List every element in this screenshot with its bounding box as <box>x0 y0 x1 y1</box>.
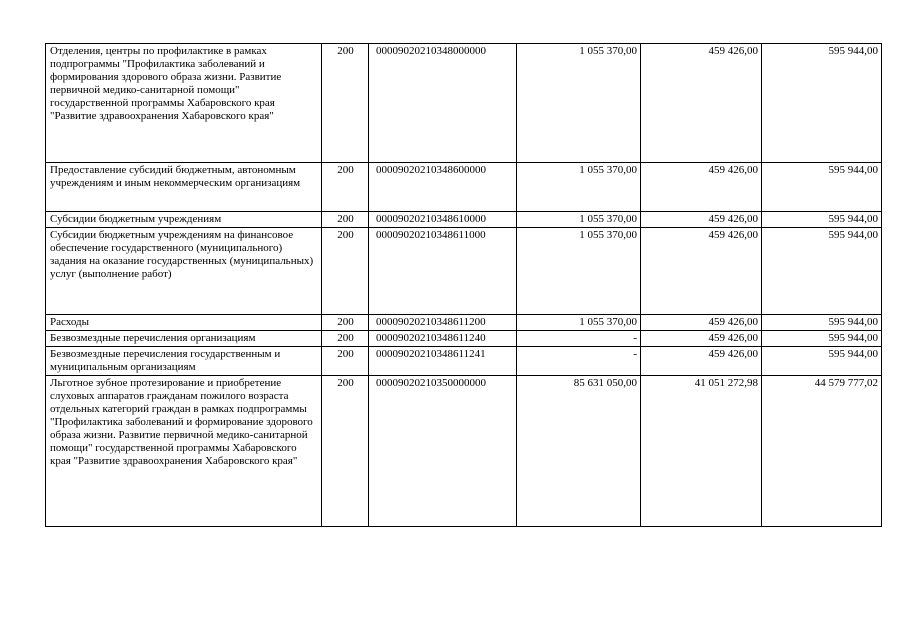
amount-2-cell: 459 426,00 <box>641 212 762 228</box>
code-cell: 200 <box>322 331 369 347</box>
amount-1-cell: 85 631 050,00 <box>517 376 641 527</box>
classification-code-cell: 00009020210348600000 <box>369 163 517 212</box>
code-cell: 200 <box>322 228 369 315</box>
code-cell: 200 <box>322 376 369 527</box>
table-row <box>46 315 882 331</box>
amount-1-cell: 1 055 370,00 <box>517 315 641 331</box>
amount-3-cell: 595 944,00 <box>762 44 882 163</box>
classification-code-cell: 00009020210348000000 <box>369 44 517 163</box>
expense-name-cell: Льготное зубное протезирование и приобретение слуховых аппаратов гражданам пожилого возраста отдельных категорий граждан в рамках подпрограммы "Профилактика заболеваний и формирование здорового образа жизни. Развитие первичной медико-санитарной помощи" государственной программы Хабаровского края "Развитие здравоохранения Хабаровского края" <box>46 376 322 527</box>
expense-name-cell: Субсидии бюджетным учреждениям <box>46 212 322 228</box>
table-body <box>46 44 882 527</box>
expense-name-cell: Отделения, центры по профилактике в рамках подпрограммы "Профилактика заболеваний и формирования здорового образа жизни. Развитие первичной медико-санитарной помощи" государственной программы Хабаровского края "Развитие здравоохранения Хабаровского края" <box>46 44 322 163</box>
amount-3-cell: 44 579 777,02 <box>762 376 882 527</box>
amount-3-cell: 595 944,00 <box>762 228 882 315</box>
amount-2-cell: 459 426,00 <box>641 163 762 212</box>
amount-1-cell: 1 055 370,00 <box>517 228 641 315</box>
table-row <box>46 347 882 376</box>
table-row <box>46 212 882 228</box>
amount-3-cell: 595 944,00 <box>762 331 882 347</box>
amount-2-cell: 459 426,00 <box>641 331 762 347</box>
amount-3-cell: 595 944,00 <box>762 163 882 212</box>
amount-2-cell: 459 426,00 <box>641 44 762 163</box>
code-cell: 200 <box>322 212 369 228</box>
classification-code-cell: 00009020210348610000 <box>369 212 517 228</box>
classification-code-cell: 00009020210348611000 <box>369 228 517 315</box>
amount-3-cell: 595 944,00 <box>762 347 882 376</box>
amount-2-cell: 459 426,00 <box>641 228 762 315</box>
amount-1-cell: 1 055 370,00 <box>517 44 641 163</box>
code-cell: 200 <box>322 347 369 376</box>
amount-3-cell: 595 944,00 <box>762 315 882 331</box>
code-cell: 200 <box>322 163 369 212</box>
amount-1-cell: 1 055 370,00 <box>517 212 641 228</box>
expense-name-cell: Расходы <box>46 315 322 331</box>
expense-name-cell: Безвозмездные перечисления государственным и муниципальным организациям <box>46 347 322 376</box>
budget-table <box>45 43 882 527</box>
amount-2-cell: 459 426,00 <box>641 315 762 331</box>
amount-2-cell: 459 426,00 <box>641 347 762 376</box>
code-cell: 200 <box>322 315 369 331</box>
amount-2-cell: 41 051 272,98 <box>641 376 762 527</box>
table-row <box>46 44 882 163</box>
classification-code-cell: 00009020210350000000 <box>369 376 517 527</box>
expense-name-cell: Безвозмездные перечисления организациям <box>46 331 322 347</box>
expense-name-cell: Предоставление субсидий бюджетным, автономным учреждениям и иным некоммерческим организациям <box>46 163 322 212</box>
classification-code-cell: 00009020210348611240 <box>369 331 517 347</box>
amount-1-cell: - <box>517 331 641 347</box>
expense-name-cell: Субсидии бюджетным учреждениям на финансовое обеспечение государственного (муниципального) задания на оказание государственных (муниципальных) услуг (выполнение работ) <box>46 228 322 315</box>
code-cell: 200 <box>322 44 369 163</box>
table-row <box>46 163 882 212</box>
table-row <box>46 331 882 347</box>
table-row <box>46 228 882 315</box>
amount-1-cell: - <box>517 347 641 376</box>
amount-1-cell: 1 055 370,00 <box>517 163 641 212</box>
table-row <box>46 376 882 527</box>
amount-3-cell: 595 944,00 <box>762 212 882 228</box>
classification-code-cell: 00009020210348611241 <box>369 347 517 376</box>
classification-code-cell: 00009020210348611200 <box>369 315 517 331</box>
